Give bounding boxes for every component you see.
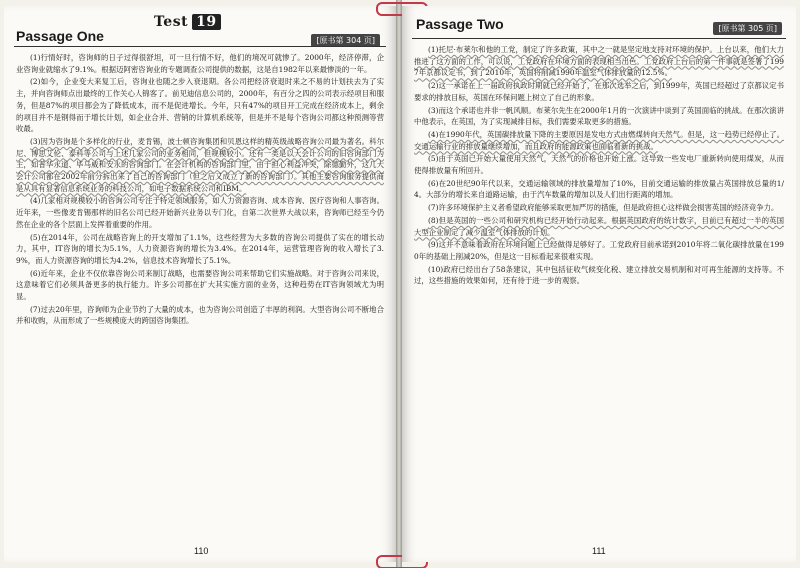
paragraph: (8)但是英国的一些公司和研究机构已经开始行动起来。根据英国政府的统计数字，目前已有超过一半的英国大型企业制定了减少温室气体排放的计划。 (414, 215, 784, 237)
paragraph: (5)在2014年，公司在战略咨询上的开支增加了1.1%，这些经营为大多数的咨询公司提供了实在的增长动力，其中，IT咨询的增长为5.1%，人力资源咨询的增长为3.4%。在2014年，运营管理咨询的收入增长了3.9%，而人力资源咨询的增长为4.2%，信息技术咨询增长了5.1%。 (16, 232, 384, 265)
paragraph: (6)近年来，企业不仅依靠咨询公司来制订战略，也需要咨询公司来帮助它们实施战略。对于咨询公司来说，这意味着它们必须具备更多的执行能力。许多公司都在扩大其实施方面的业务，这种趋势在IT咨询领域尤为明显。 (16, 268, 384, 302)
test-label: Test (154, 14, 189, 30)
paragraph: (1)行情好时，咨询师的日子过得很舒坦，可一旦行情不好，他们的境况可就惨了。2000年，经济停滞，企业咨询业就缩水了9.1%。根据迈阿密咨询业的专题调查公司提供的数据，这是自1982年以来最惨淡的一年。 (16, 53, 384, 74)
passage-one-heading: Passage One (16, 28, 104, 44)
right-page-number: 111 (592, 546, 606, 556)
paragraph: (4)几家相对规模较小的咨询公司专注于特定领域服务，如人力资源咨询、成本咨询、医疗咨询和人事咨询。近年来，一些像麦肯锡那样的旧名公司已经开始新兴业务以专门化，自第二次世界大战以来，咨询师已经至今仍然在企业的各个层面上发挥着重要的作用。 (16, 196, 384, 229)
paragraph: (7)过去20年里，咨询师为企业节约了大量的成本，也为咨询公司创造了丰厚的利润。大型咨询公司不断地合并和收购，从而形成了一些规模庞大的跨国咨询集团。 (16, 304, 384, 326)
passage-two-heading: Passage Two (416, 16, 504, 32)
paragraph: (4)在1990年代，英国碳排放量下降的主要原因是发电方式由燃煤转向天然气。但是，这一趋势已经停止了。交通运输行业的排放量继续增加，而且政府的能源政策也面临着新的挑战。 (414, 129, 784, 151)
paragraph: (9)这并不意味着政府在环境问题上已经做得足够好了。工党政府目前承诺到2010年将二氧化碳排放量在1990年的基础上削减20%，但是这一目标看起来很难实现。 (414, 240, 784, 261)
right-page (402, 6, 796, 562)
left-page-number: 110 (194, 546, 209, 556)
left-page (4, 6, 396, 562)
paragraph: (2)如今，企业变大来复工后，咨询业也随之步入衰退期。各公司把经济衰退时来之不易的计划扶去为了实主，并向咨询师点出最终的工作关心人锦客了。前见迪信息公司的，2000年，有百分之四的公司表示经项目和服务，但是87%的项目都会为了降低成本，而不是促进增长。今年，只有47%的项目开工完成在经济成本上，剩余的项目并不是钢得而于增长计划，如企业合并、营销的计算机系统等，但是并不是每个咨询公司都这种预测等营收最。 (16, 77, 384, 134)
test-title (154, 14, 221, 30)
right-header-rule (412, 38, 786, 39)
test-number: 19 (192, 14, 220, 30)
left-header-rule (14, 46, 386, 47)
paragraph: (7)许多环境保护主义者希望政府能够采取更加严厉的措施，但是政府担心这样做会损害英国的经济竞争力。 (428, 203, 779, 213)
paragraph: (10)政府已经出台了58条建议，其中包括征收气候变化税、建立排放交易机制和对可再生能源的支持等。不过，这些措施的效果如何，还有待于进一步的观察。 (414, 264, 784, 286)
right-page-reference: [原书第 305 页] (713, 22, 782, 35)
right-passage-body (414, 44, 784, 544)
left-passage-body (16, 52, 384, 538)
paragraph: (6)在20世纪90年代以来，交通运输领域的排放量增加了10%，目前交通运输的排放量占英国排放总量的1/4。大部分的增长来自道路运输，由于汽车数量的增加以及人们出行距离的增加。 (414, 178, 784, 200)
paragraph: (3)因为咨询是个多样化的行业，麦肯锡，波士顿咨询集团和贝恩这样的精英级战略咨询公司最为著名。科尔尼、博思艾伦、泰科等公司与上述几家公司的业务相同，但规模较小。还有一类是以大会计公司的旧咨询部门为主，如普华永道、毕马威和安永的咨询部门。在会计机构的咨询部门里，由于担心利益冲突，除德勤外，这几大会计公司都在2002年前分拆出来了自己的咨询部门（但之后又成立了新的咨询部门）。其他主要咨询服务提供商是从具有显著信息系统业务的科技公司，如电子数据系统公司和IBM。 (16, 136, 384, 193)
paragraph: (2)这一承诺在上一届政府执政时期就已经开始了，在那次选举之后，到1999年，英国已经超过了京都议定书要求的排放目标，英国在环保问题上树立了自己的形象。 (414, 81, 784, 102)
paragraph: (3)而这个承诺也并非一帆风顺。布莱尔先生在2000年1月的一次演讲中谈到了英国面临的挑战。在那次演讲中他表示，在英国，为了实现减排目标，我们需要采取更多的措施。 (414, 105, 784, 127)
left-page-reference: [原书第 304 页] (311, 34, 380, 47)
paragraph: (5)由于英国已开始大量使用天然气，天然气的价格也开始上涨。这导致一些发电厂重新转向使用煤炭，从而使得排放量有所回升。 (414, 154, 784, 176)
paragraph: (1)托尼·布莱尔和他的工党，制定了许多政策，其中之一就是坚定地支持对环境的保护。上台以来，他们大力推进了这方面的工作，可以说，工党政府在环境方面的表现相当出色。工党政府上台后的第一件事就是签署了1997年京都议定书，到了2010年，英国将削减1990年温室气体排放量的12.5%。 (414, 45, 784, 78)
